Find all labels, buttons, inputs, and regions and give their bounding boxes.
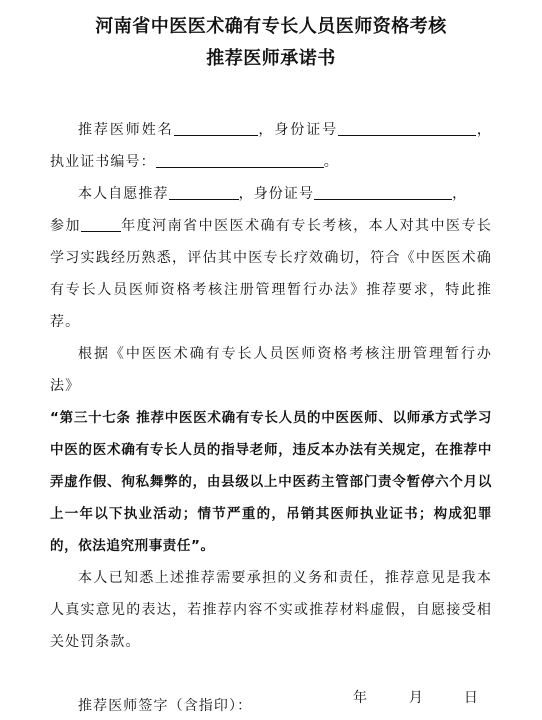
- candidate-id-label: ，身份证号: [238, 186, 315, 202]
- candidate-id-field[interactable]: [314, 185, 452, 200]
- self-recommend-label: 本人自愿推荐: [78, 186, 169, 202]
- commitment-paragraph: 本人已知悉上述推荐需要承担的义务和责任，推荐意见是我本人真实意见的表达，若推荐内容不实或推荐材料虚假，自愿接受相关处罚条款。: [50, 570, 492, 650]
- document-title-line2: 推荐医师承诺书: [206, 48, 336, 69]
- license-end-period: 。: [323, 154, 339, 170]
- exam-year-field[interactable]: [81, 217, 121, 232]
- participation-label: 参加: [50, 218, 81, 234]
- signature-label: 推荐医师签字（含指印）：: [78, 698, 253, 714]
- license-label-tail: 业证书编号：: [65, 154, 156, 170]
- document-title-line1: 河南省中医医术确有专长人员医师资格考核: [95, 16, 447, 37]
- date-year-label: 年: [353, 690, 367, 706]
- candidate-name-field[interactable]: [169, 185, 239, 200]
- signature-date: [353, 688, 478, 708]
- participation-paragraph: [50, 210, 492, 338]
- candidate-comma: ，: [452, 186, 468, 202]
- recommender-info-paragraph: [50, 114, 492, 178]
- license-label-head: ，执: [50, 122, 492, 170]
- license-number-field[interactable]: [156, 153, 324, 168]
- recommender-id-label: ，身份证号: [257, 122, 339, 138]
- self-recommend-paragraph: [50, 178, 492, 210]
- regulation-intro: 根据《中医医术确有专长人员医师资格考核注册管理暂行办法》: [50, 346, 492, 394]
- participation-body-text: 年度河南省中医医术确有专长考核，本人对其中医专长学习实践经历熟悉，评估其中医专长疗效确切，符合《中医医术确有专长人员医师资格考核注册管理暂行办法》推荐要求，特此推荐。: [50, 218, 493, 330]
- regulation-article-37: “第三十七条 推荐中医医术确有专长人员的中医医师、以师承方式学习中医的医术确有专长人员的指导老师，违反本办法有关规定，在推荐中弄虚作假、徇私舞弊的，由县级以上中医药主管部门责令暂停六个月以上一年以下执业活动；情节严重的，吊销其医师执业证书；构成犯罪的，依法追究刑事责任”。: [50, 410, 492, 554]
- date-month-label: 月: [408, 690, 423, 706]
- recommender-id-field[interactable]: [338, 121, 476, 136]
- date-day-label: 日: [463, 690, 478, 706]
- recommender-name-field[interactable]: [174, 121, 258, 136]
- recommender-name-label: 推荐医师姓名: [78, 122, 174, 138]
